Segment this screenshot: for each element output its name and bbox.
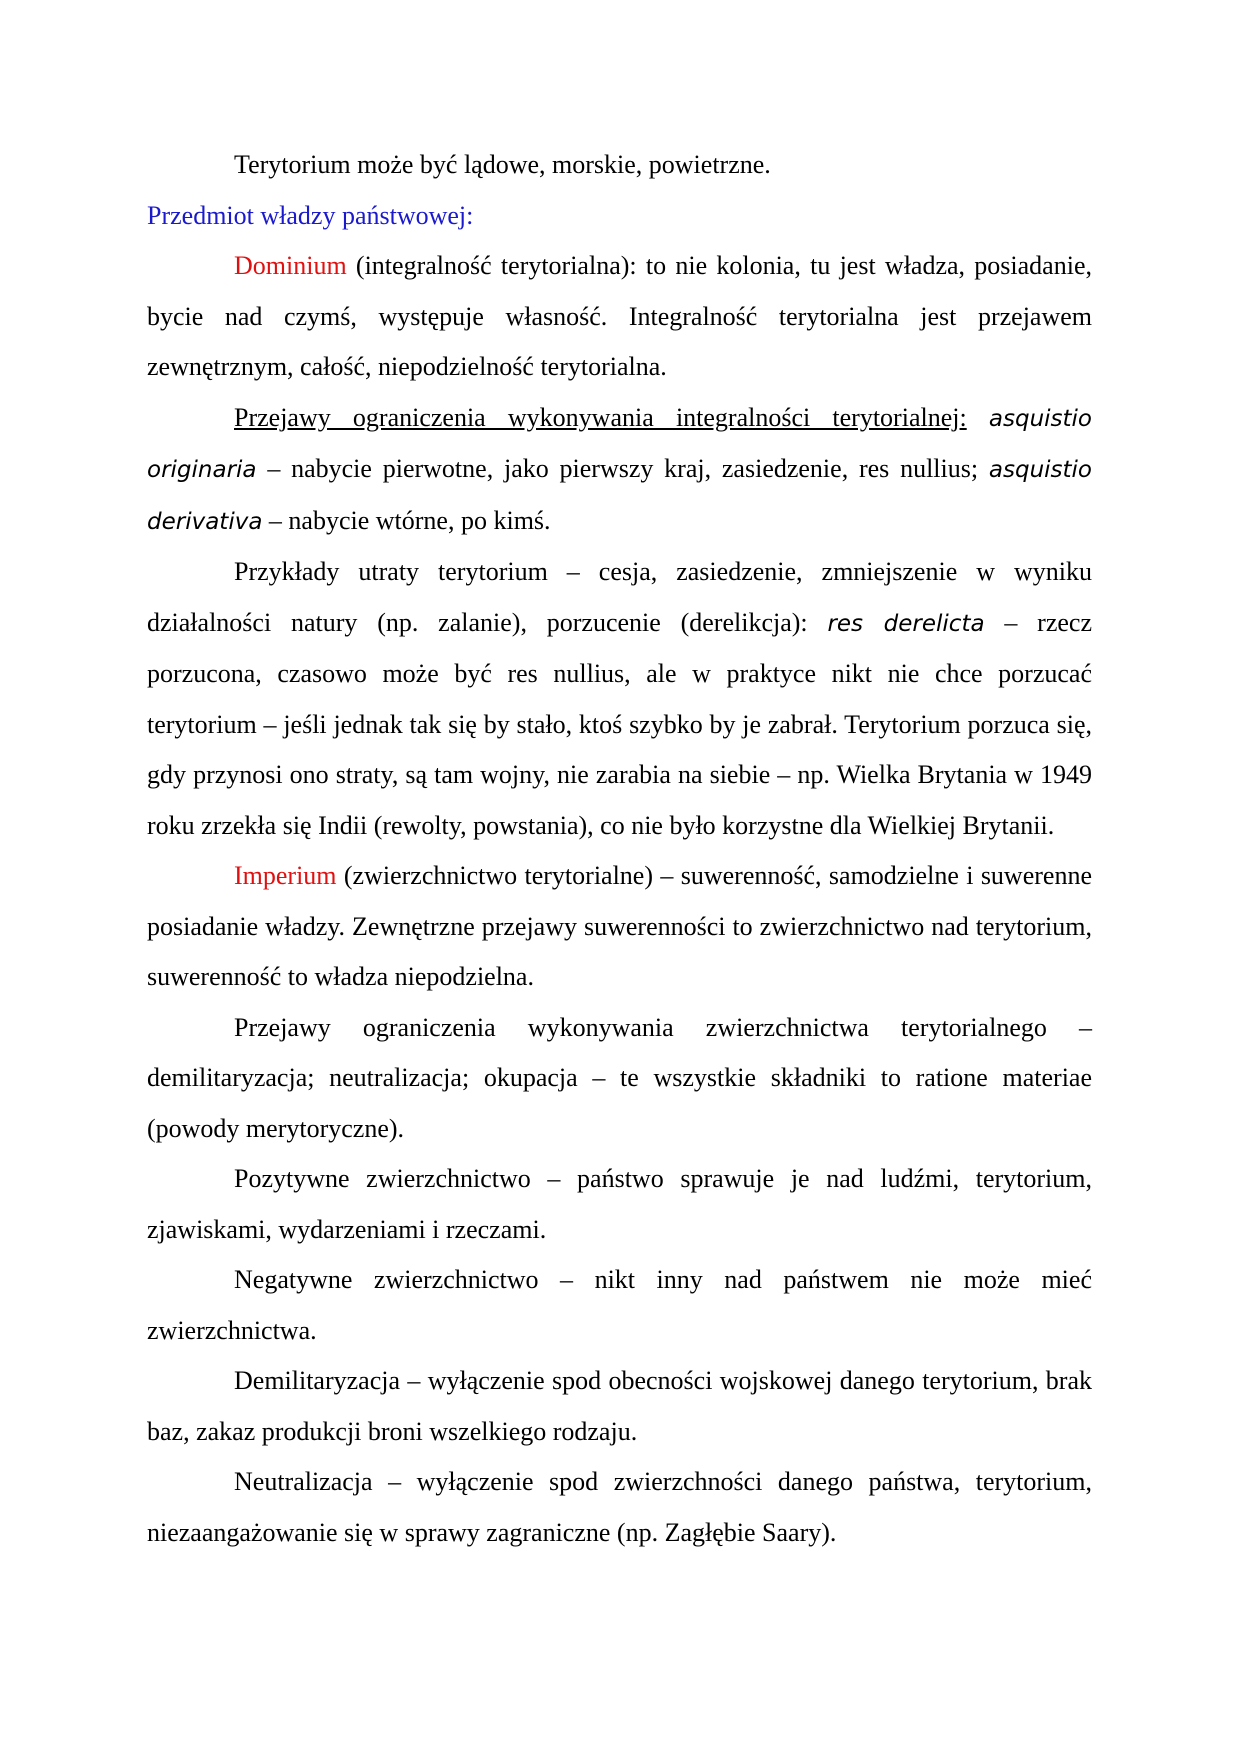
term-res-derelicta: res derelicta [827,610,985,637]
paragraph-neutralizacja: Neutralizacja – wyłączenie spod zwierzchności danego państwa, terytorium, niezaangażowanie się w sprawy zagraniczne (np. Zagłębie Saary). [147,1467,1092,1547]
paragraph-dominium [147,241,1092,393]
paragraph-przejawy-integralnosci [147,393,1092,548]
paragraph-demilitaryzacja: Demilitaryzacja – wyłączenie spod obecności wojskowej danego terytorium, brak baz, zakaz produkcji broni wszelkiego rodzaju. [147,1366,1092,1446]
imperium-definition: (zwierzchnictwo terytorialne) – suwerenność, samodzielne i suwerenne posiadanie władzy. Zewnętrzne przejawy suwerenności to zwierzchnictwo nad terytorium, suwerenność to władza niepodzielna. [147,861,1092,991]
paragraph-territory-types: Terytorium może być lądowe, morskie, powietrzne. [234,150,771,179]
utrata-text-1: Przykłady utraty terytorium – cesja, zasiedzenie, zmniejszenie w wyniku działalności natury (np. zalanie), porzucenie (derelikcja): [147,557,1092,637]
paragraph-pozytywne-zwierzchnictwo: Pozytywne zwierzchnictwo – państwo sprawuje je nad ludźmi, terytorium, zjawiskami, wydarzeniami i rzeczami. [147,1164,1092,1244]
document-page [147,140,1092,1558]
term-asquistio-derivativa: asquistio derivativa [147,457,1092,535]
originaria-definition: – nabycie pierwotne, jako pierwszy kraj, zasiedzenie, res nullius; [256,454,989,483]
derivativa-definition: – nabycie wtórne, po kimś. [262,505,551,535]
paragraph-utrata-terytorium [147,547,1092,851]
paragraph-negatywne-zwierzchnictwo: Negatywne zwierzchnictwo – nikt inny nad państwem nie może mieć zwierzchnictwa. [147,1265,1092,1345]
term-imperium: Imperium [234,861,337,890]
underlined-heading-przejawy: Przejawy ograniczenia wykonywania integralności terytorialnej: [234,402,967,432]
term-asquistio-originaria: asquistio originaria [147,405,1092,483]
utrata-text-2: – rzecz porzucona, czasowo może być res nullius, ale w praktyce nikt nie chce porzucać terytorium – jeśli jednak tak się by stało, ktoś szybko by je zabrał. Terytorium porzuca się, gdy przynosi ono straty, są tam wojny, nie zarabia na siebie – np. Wielka Brytania w 1949 roku zrzekła się Indii (rewolty, powstania), co nie było korzystne dla Wielkiej Brytanii. [147,607,1092,840]
section-heading: Przedmiot władzy państwowej: [147,200,474,230]
dominium-definition: (integralność terytorialna): to nie kolonia, tu jest władza, posiadanie, bycie nad czymś, występuje własność. Integralność terytorialna jest przejawem zewnętrznym, całość, niepodzielność terytorialna. [147,251,1092,381]
paragraph-przejawy-zwierzchnictwa: Przejawy ograniczenia wykonywania zwierzchnictwa terytorialnego – demilitaryzacja; neutralizacja; okupacja – te wszystkie składniki to ratione materiae (powody merytoryczne). [147,1012,1092,1143]
paragraph-imperium [147,851,1092,1003]
term-dominium: Dominium [234,251,347,280]
space [967,403,989,432]
